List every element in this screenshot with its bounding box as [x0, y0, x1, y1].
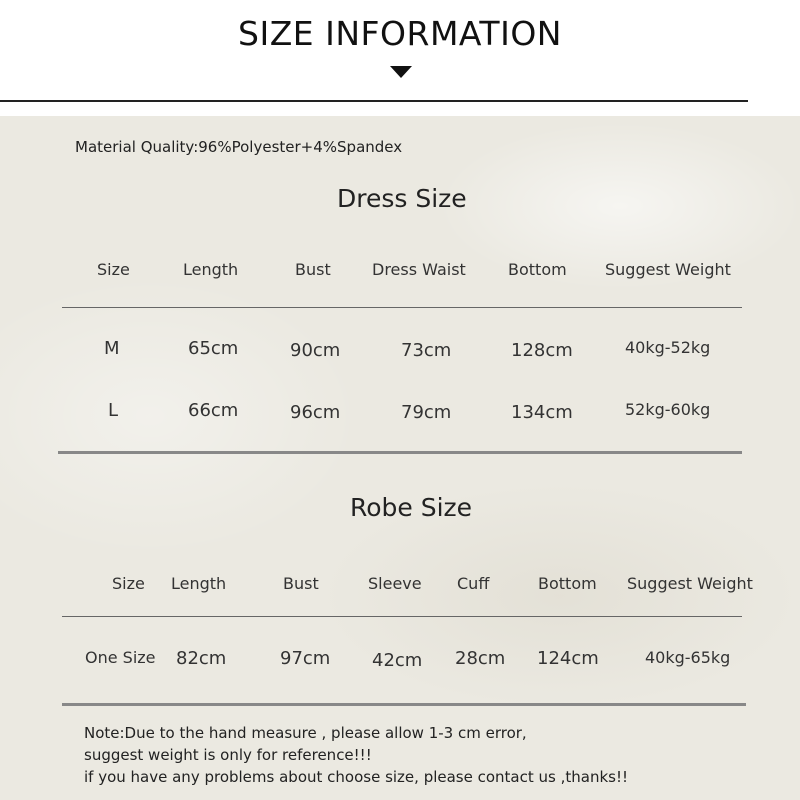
material-quality: Material Quality:96%Polyester+4%Spandex: [75, 138, 403, 156]
dress-row-m-size: M: [104, 338, 120, 359]
dress-size-title: Dress Size: [337, 184, 467, 213]
robe-header-cuff: Cuff: [457, 574, 490, 593]
robe-row-bottom: 124cm: [537, 648, 599, 669]
robe-row-size: One Size: [85, 648, 156, 667]
robe-header-bust: Bust: [283, 574, 319, 593]
dress-row-l-length: 66cm: [188, 400, 239, 421]
header-divider: [0, 100, 748, 102]
robe-table-bottom-rule: [62, 703, 746, 706]
dress-row-l-bottom: 134cm: [511, 402, 573, 423]
dress-row-l-weight: 52kg-60kg: [625, 400, 711, 419]
dress-row-l-size: L: [108, 400, 119, 421]
header-title: SIZE INFORMATION: [238, 14, 562, 53]
robe-header-size: Size: [112, 574, 145, 593]
dress-row-m-bottom: 128cm: [511, 340, 573, 361]
dress-row-m-length: 65cm: [188, 338, 239, 359]
note-line-2: suggest weight is only for reference!!!: [84, 746, 372, 764]
robe-row-weight: 40kg-65kg: [645, 648, 731, 667]
dress-header-divider: [62, 307, 742, 308]
robe-header-suggest-weight: Suggest Weight: [627, 574, 753, 593]
dress-table-bottom-rule: [58, 451, 742, 454]
robe-row-sleeve: 42cm: [372, 650, 423, 671]
dress-header-length: Length: [183, 260, 239, 279]
robe-header-divider: [62, 616, 742, 617]
note-line-1: Note:Due to the hand measure , please allow 1-3 cm error,: [84, 724, 527, 742]
dress-header-bust: Bust: [295, 260, 331, 279]
robe-header-length: Length: [171, 574, 227, 593]
dress-header-suggest-weight: Suggest Weight: [605, 260, 731, 279]
size-chart-panel: [0, 116, 800, 800]
robe-header-sleeve: Sleeve: [368, 574, 422, 593]
dress-row-l-waist: 79cm: [401, 402, 452, 423]
dress-row-l-bust: 96cm: [290, 402, 341, 423]
robe-size-title: Robe Size: [350, 493, 473, 522]
dress-header-size: Size: [97, 260, 130, 279]
chevron-down-icon: [390, 66, 412, 78]
robe-row-cuff: 28cm: [455, 648, 506, 669]
robe-row-bust: 97cm: [280, 648, 331, 669]
dress-row-m-weight: 40kg-52kg: [625, 338, 711, 357]
note-line-3: if you have any problems about choose size, please contact us ,thanks!!: [84, 768, 628, 786]
robe-row-length: 82cm: [176, 648, 227, 669]
robe-header-bottom: Bottom: [538, 574, 597, 593]
dress-row-m-bust: 90cm: [290, 340, 341, 361]
dress-row-m-waist: 73cm: [401, 340, 452, 361]
dress-header-bottom: Bottom: [508, 260, 567, 279]
dress-header-dress-waist: Dress Waist: [372, 260, 466, 279]
